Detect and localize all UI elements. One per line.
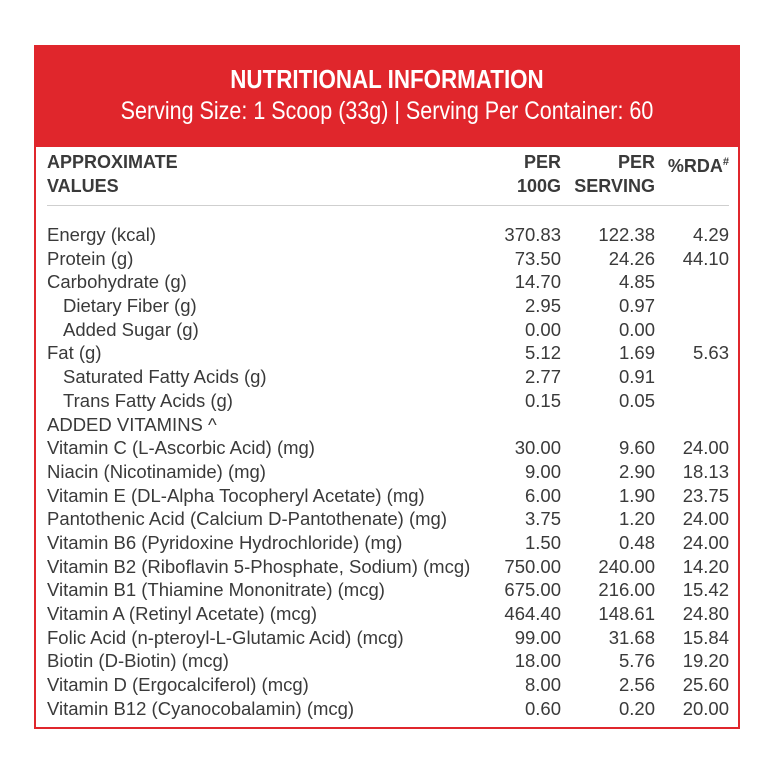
nutrient-label: Energy (kcal)	[47, 224, 156, 245]
nutrient-row	[36, 436, 738, 460]
value-per-100g: 99.00	[514, 626, 561, 648]
value-rda: 14.20	[682, 555, 729, 577]
value-per-serving: 24.26	[608, 247, 655, 269]
column-header-per-serving-line2: SERVING	[574, 176, 655, 196]
nutrition-header	[36, 47, 738, 147]
value-per-serving: 2.90	[618, 460, 655, 482]
serving-info: Serving Size: 1 Scoop (33g) | Serving Per Container: 60	[120, 97, 654, 125]
nutrient-row	[36, 531, 738, 555]
value-per-100g: 464.40	[504, 603, 561, 624]
nutrient-row	[36, 578, 738, 602]
value-per-serving: 5.76	[618, 650, 655, 672]
value-per-100g: 3.75	[524, 508, 561, 530]
nutrient-label: Protein (g)	[47, 247, 134, 269]
value-per-serving: 9.60	[618, 437, 655, 459]
value-per-100g: 73.50	[514, 247, 561, 269]
nutrient-row	[36, 555, 738, 579]
nutrient-label: Biotin (D-Biotin) (mcg)	[47, 650, 229, 672]
value-per-serving: 148.61	[598, 603, 655, 624]
value-rda: 24.00	[682, 531, 729, 553]
nutrient-row	[36, 294, 738, 318]
column-header-per100g	[517, 150, 561, 198]
value-per-100g: 2.77	[524, 366, 561, 388]
nutrient-table	[36, 223, 738, 720]
nutrient-row	[36, 649, 738, 673]
nutrient-label: Vitamin E (DL-Alpha Tocopheryl Acetate) (mg)	[47, 484, 425, 506]
nutrient-label: Added Sugar (g)	[63, 318, 199, 340]
value-rda: 23.75	[682, 484, 729, 506]
nutrient-row	[36, 484, 738, 508]
value-rda: 4.29	[692, 224, 729, 245]
value-per-serving: 0.05	[618, 389, 655, 411]
value-per-serving: 0.97	[618, 295, 655, 317]
nutrient-label: Fat (g)	[47, 342, 102, 364]
value-per-serving: 4.85	[618, 271, 655, 293]
nutrient-row	[36, 270, 738, 294]
value-rda: 15.84	[682, 626, 729, 648]
value-per-100g: 9.00	[524, 460, 561, 482]
nutrient-row	[36, 697, 738, 721]
nutrient-label: Pantothenic Acid (Calcium D-Pantothenate) (mg)	[47, 508, 447, 530]
column-header-values-line1: APPROXIMATE	[47, 152, 178, 172]
nutrient-row	[36, 460, 738, 484]
nutrient-row	[36, 673, 738, 697]
nutrient-row	[36, 341, 738, 365]
value-per-100g: 18.00	[514, 650, 561, 672]
value-per-100g: 675.00	[504, 579, 561, 601]
value-per-100g: 1.50	[524, 531, 561, 553]
value-per-100g: 0.00	[524, 318, 561, 340]
nutrient-row	[36, 413, 738, 437]
value-rda: 44.10	[682, 247, 729, 269]
value-rda: 15.42	[682, 579, 729, 601]
nutrient-row	[36, 626, 738, 650]
nutrient-label: Vitamin B12 (Cyanocobalamin) (mcg)	[47, 697, 355, 719]
value-per-100g: 6.00	[524, 484, 561, 506]
column-header-rda	[668, 150, 729, 178]
rda-footnote-mark: #	[722, 156, 729, 168]
value-rda: 25.60	[682, 674, 729, 696]
nutrient-row	[36, 247, 738, 271]
value-per-100g: 5.12	[524, 342, 561, 364]
nutrient-row	[36, 365, 738, 389]
nutrient-label: Vitamin B2 (Riboflavin 5-Phosphate, Sodium) (mcg)	[47, 555, 471, 577]
value-rda: 5.63	[692, 342, 729, 364]
value-per-serving: 0.20	[618, 697, 655, 719]
column-header-rda-label: %RDA	[667, 156, 723, 176]
value-per-100g: 2.95	[524, 295, 561, 317]
nutrition-panel	[34, 45, 740, 729]
value-rda: 18.13	[682, 460, 729, 482]
value-per-serving: 216.00	[598, 579, 655, 601]
nutrient-label: Niacin (Nicotinamide) (mg)	[47, 460, 266, 482]
value-rda: 24.80	[682, 603, 729, 624]
nutrient-row	[36, 318, 738, 342]
value-per-serving: 240.00	[598, 555, 655, 577]
value-rda: 19.20	[682, 650, 729, 672]
nutrient-row	[36, 602, 738, 626]
column-header-per100g-line2: 100G	[516, 176, 561, 196]
header-divider	[47, 205, 729, 206]
value-per-serving: 0.91	[618, 366, 655, 388]
nutrient-label: Vitamin B1 (Thiamine Mononitrate) (mcg)	[47, 579, 385, 601]
value-per-100g: 0.15	[524, 389, 561, 411]
value-per-serving: 2.56	[618, 674, 655, 696]
nutrient-label: Vitamin B6 (Pyridoxine Hydrochloride) (mg)	[47, 531, 403, 553]
value-per-serving: 0.00	[618, 318, 655, 340]
value-per-serving: 1.69	[618, 342, 655, 364]
value-rda: 24.00	[682, 508, 729, 530]
column-header-per-serving	[574, 150, 655, 198]
value-per-100g: 8.00	[524, 674, 561, 696]
value-per-100g: 14.70	[514, 271, 561, 293]
nutrient-label: Vitamin C (L-Ascorbic Acid) (mg)	[47, 437, 315, 459]
value-per-serving: 122.38	[598, 224, 655, 245]
nutrient-row	[36, 223, 738, 247]
value-per-100g: 0.60	[524, 697, 561, 719]
value-per-serving: 1.20	[618, 508, 655, 530]
value-per-serving: 0.48	[618, 531, 655, 553]
column-header-per-serving-line1: PER	[617, 152, 655, 172]
value-per-100g: 30.00	[514, 437, 561, 459]
value-rda: 24.00	[682, 437, 729, 459]
value-per-serving: 31.68	[608, 626, 655, 648]
nutrient-row	[36, 389, 738, 413]
column-header-per100g-line1: PER	[523, 152, 561, 172]
column-header-values-line2: VALUES	[47, 176, 119, 196]
nutrient-label: ADDED VITAMINS ^	[47, 413, 217, 435]
value-per-100g: 370.83	[504, 224, 561, 245]
value-per-serving: 1.90	[618, 484, 655, 506]
nutrient-label: Saturated Fatty Acids (g)	[63, 366, 267, 388]
nutrient-label: Folic Acid (n-pteroyl-L-Glutamic Acid) (mcg)	[47, 626, 404, 648]
nutrient-label: Dietary Fiber (g)	[63, 295, 197, 317]
nutrient-row	[36, 507, 738, 531]
value-per-100g: 750.00	[504, 555, 561, 577]
column-header-values	[47, 150, 178, 198]
nutrient-label: Vitamin D (Ergocalciferol) (mcg)	[47, 674, 309, 696]
nutrient-label: Vitamin A (Retinyl Acetate) (mcg)	[47, 603, 318, 624]
nutrient-label: Carbohydrate (g)	[47, 271, 187, 293]
panel-title: NUTRITIONAL INFORMATION	[230, 64, 544, 94]
value-rda: 20.00	[682, 697, 729, 719]
nutrient-label: Trans Fatty Acids (g)	[63, 389, 233, 411]
